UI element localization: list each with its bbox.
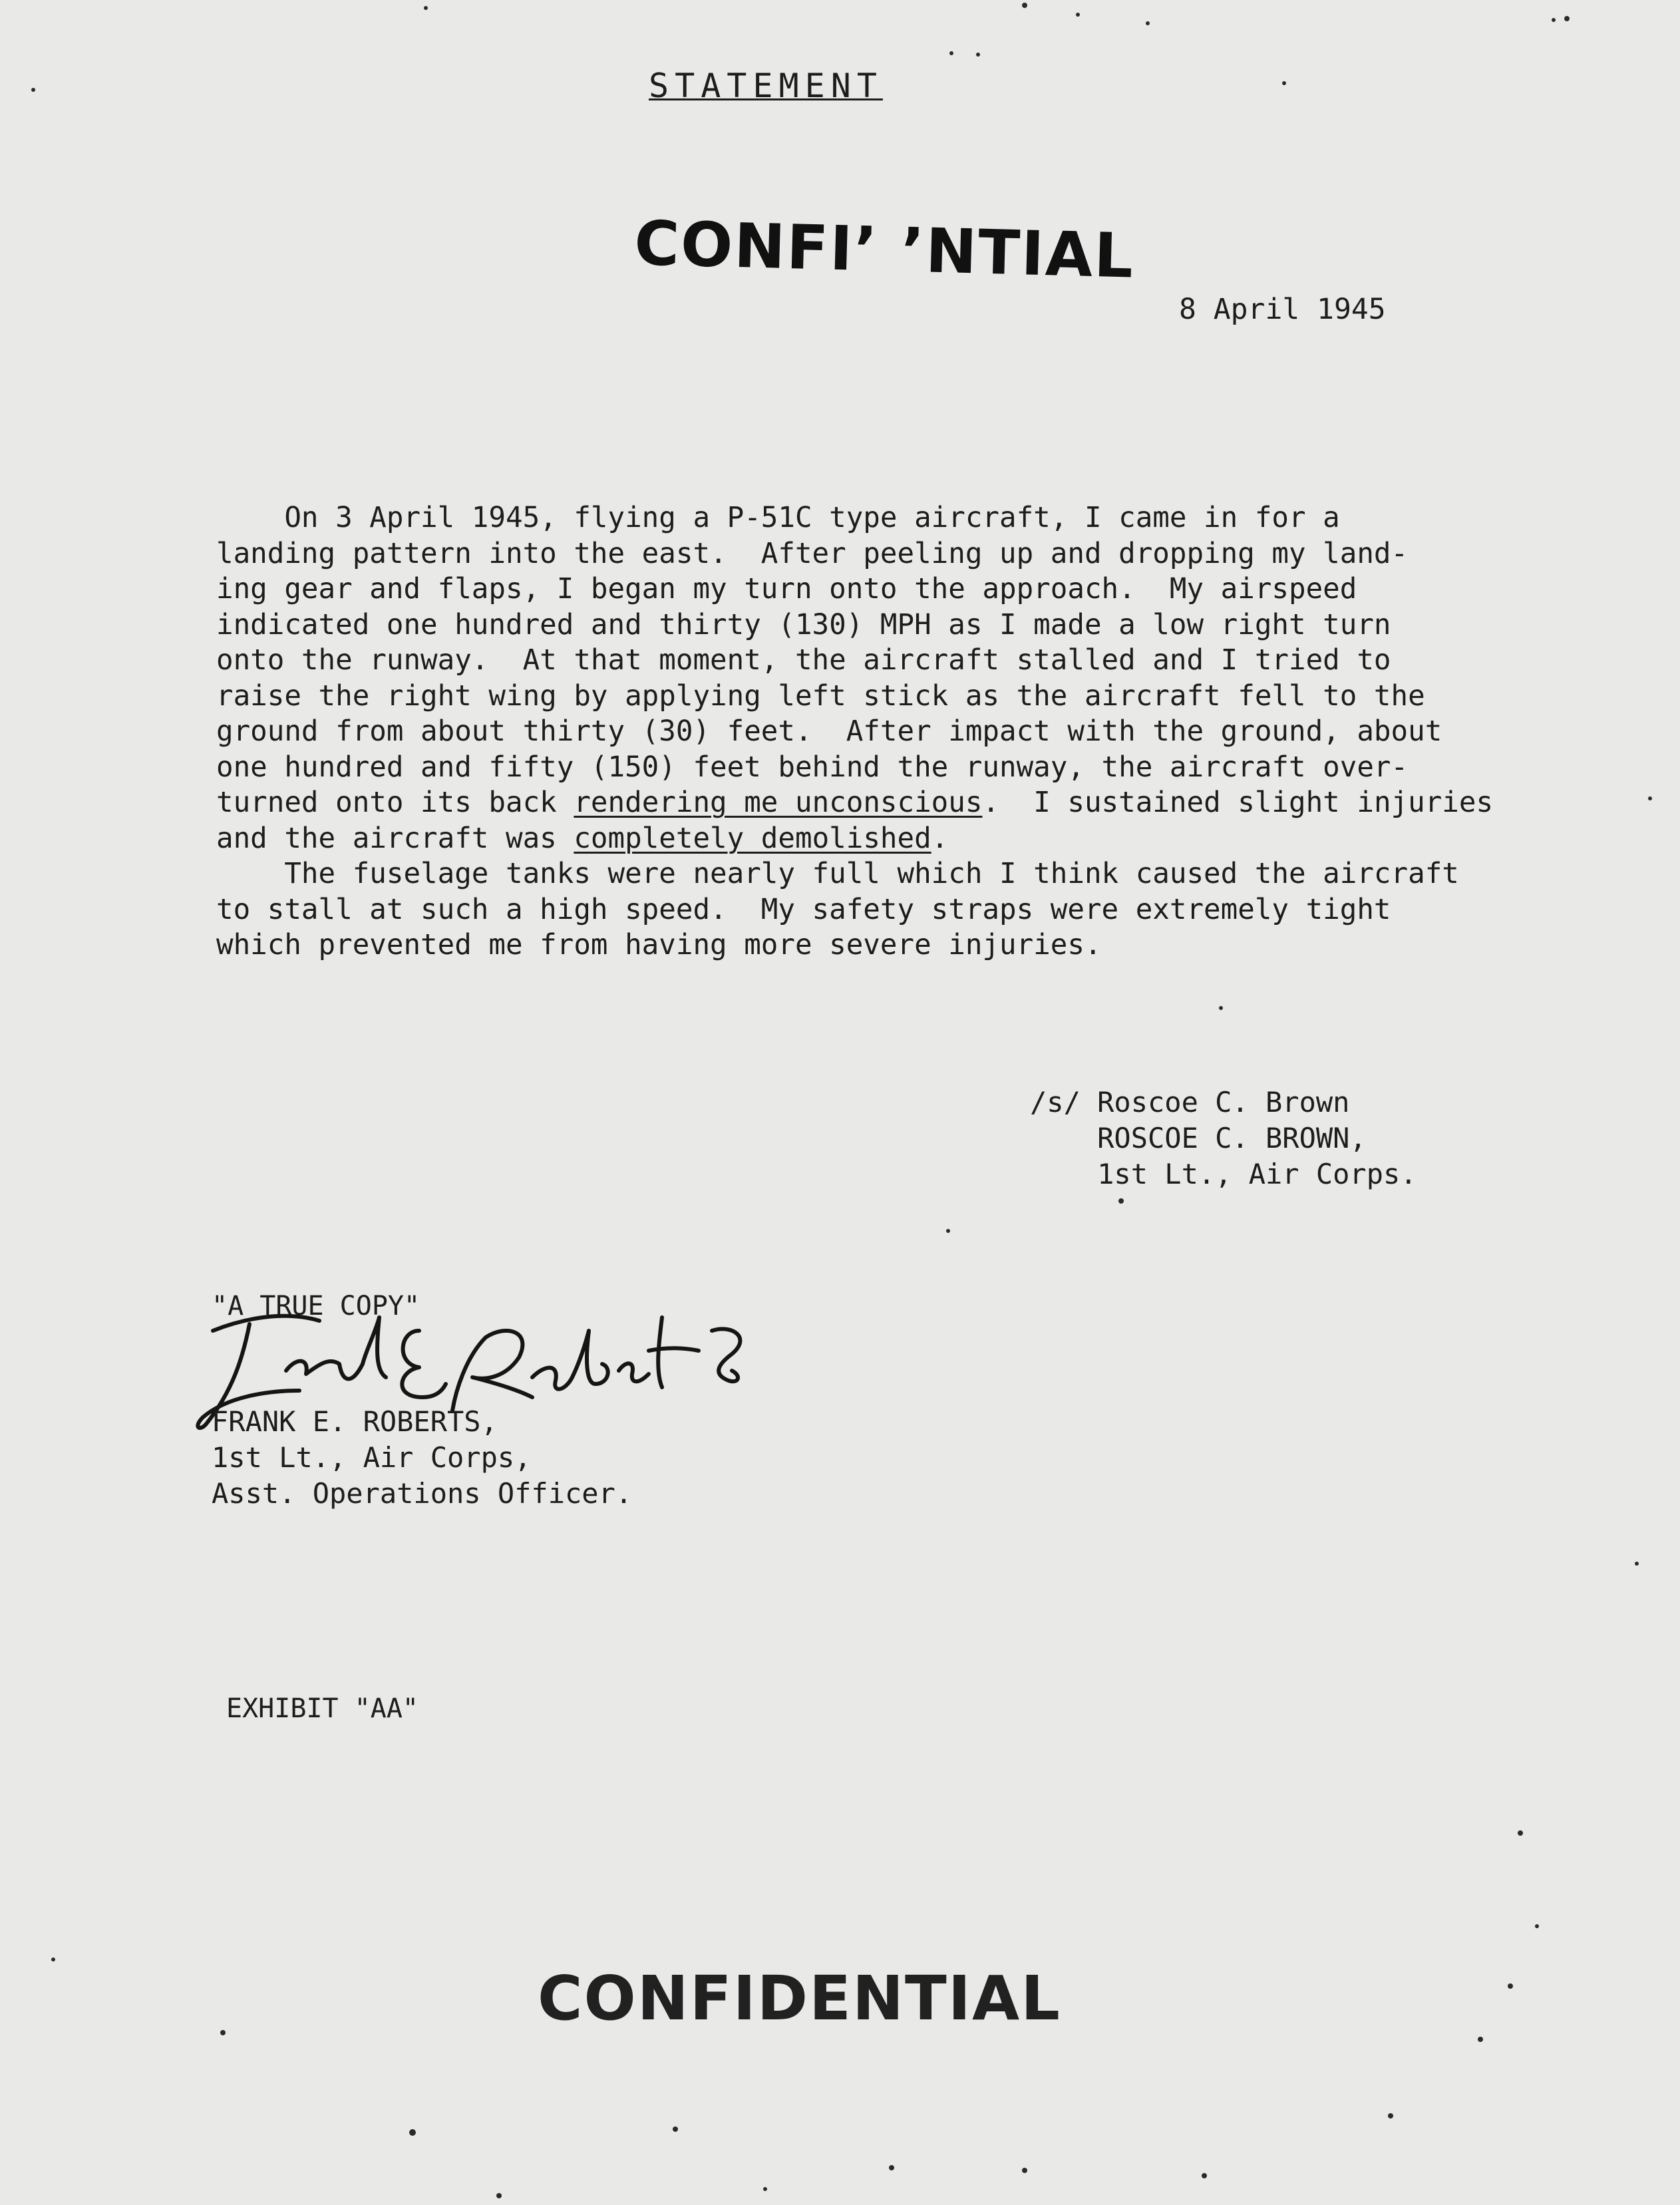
signed-line: /s/ Roscoe C. Brown: [1030, 1086, 1350, 1118]
body-line: [216, 785, 1493, 821]
body-line: which prevented me from having more severe injuries.: [216, 929, 1102, 961]
body-line: one hundred and fifty (150) feet behind the runway, the aircraft over-: [216, 751, 1409, 784]
confidential-stamp-bottom: CONFIDENTIAL: [538, 1963, 1061, 2034]
true-copy-label: "A TRUE COPY": [212, 1291, 420, 1321]
body-line: landing pattern into the east. After peeling up and dropping my land-: [216, 537, 1409, 570]
body-line: to stall at such a high speed. My safety straps were extremely tight: [216, 893, 1391, 926]
confidential-stamp-top: CONFI’ ’NTIAL: [633, 208, 1136, 292]
body-line: indicated one hundred and thirty (130) MPH as I made a low right turn: [216, 608, 1391, 641]
body-text-run: . I sustained slight injuries: [982, 786, 1494, 819]
officer-rank: 1st Lt., Air Corps,: [212, 1441, 532, 1474]
body-line: [216, 821, 1493, 857]
signer-rank: 1st Lt., Air Corps.: [1030, 1158, 1417, 1190]
body-line: ing gear and flaps, I began my turn onto the approach. My airspeed: [216, 573, 1357, 605]
exhibit-label: EXHIBIT "AA": [226, 1693, 419, 1724]
document-date: 8 April 1945: [1179, 293, 1386, 326]
body-text-run: and the aircraft was: [216, 822, 574, 855]
certifying-officer-block: [212, 1404, 632, 1512]
statement-body: [216, 500, 1493, 963]
body-line: onto the runway. At that moment, the aircraft stalled and I tried to: [216, 644, 1391, 677]
body-line: On 3 April 1945, flying a P-51C type aircraft, I came in for a: [216, 502, 1340, 534]
body-text-run: turned onto its back: [216, 786, 574, 819]
body-text-run: .: [931, 822, 949, 855]
underlined-phrase: completely demolished: [574, 822, 931, 855]
signer-name: ROSCOE C. BROWN,: [1030, 1122, 1367, 1154]
underlined-phrase: rendering me unconscious: [574, 786, 983, 819]
body-line: The fuselage tanks were nearly full which I think caused the aircraft: [216, 858, 1459, 890]
officer-title: Asst. Operations Officer.: [212, 1477, 633, 1510]
officer-name: FRANK E. ROBERTS,: [212, 1405, 498, 1438]
statement-title: STATEMENT: [649, 67, 883, 105]
body-line: ground from about thirty (30) feet. After impact with the ground, about: [216, 715, 1442, 748]
body-line: raise the right wing by applying left stick as the aircraft fell to the: [216, 679, 1425, 713]
statement-signature-block: [1030, 1085, 1417, 1192]
